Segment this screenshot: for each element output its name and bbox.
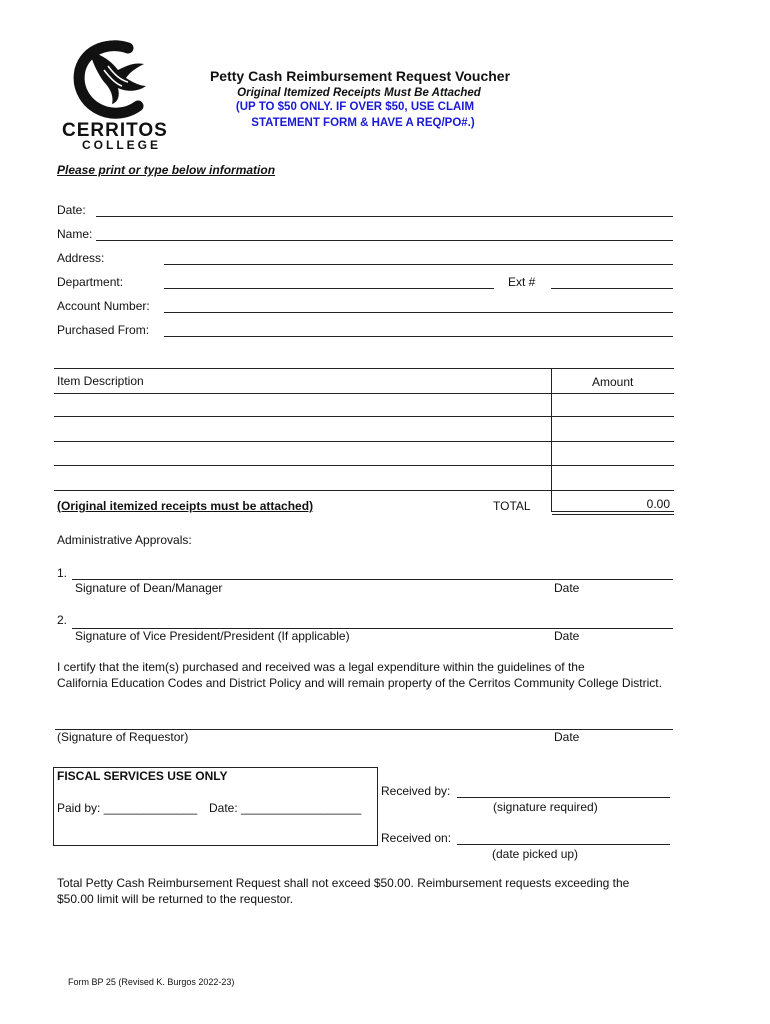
- ext-label: Ext #: [508, 275, 536, 289]
- received-by-field[interactable]: [457, 783, 670, 798]
- name-label: Name:: [57, 227, 93, 241]
- vp-signature-label: Signature of Vice President/President (If applicable): [75, 629, 350, 643]
- item-row-1-description[interactable]: [54, 402, 551, 417]
- ext-field[interactable]: [551, 274, 673, 289]
- form-title: Petty Cash Reimbursement Request Voucher: [209, 68, 511, 84]
- item-description-header: Item Description: [57, 374, 144, 388]
- approvals-heading: Administrative Approvals:: [57, 533, 192, 547]
- certify-line-2: California Education Codes and District Policy and will remain property of the Cerritos Community College District.: [57, 676, 662, 690]
- paid-date-label[interactable]: Date: __________________: [209, 801, 362, 815]
- item-row-3-description[interactable]: [54, 451, 551, 466]
- department-label: Department:: [57, 275, 124, 289]
- form-footer: Form BP 25 (Revised K. Burgos 2022-23): [68, 977, 235, 987]
- vp-date-label: Date: [554, 629, 580, 643]
- item-row-4-amount[interactable]: [552, 476, 674, 491]
- fiscal-heading: FISCAL SERVICES USE ONLY: [57, 769, 228, 783]
- limit-note-line1: (UP TO $50 ONLY. IF OVER $50, USE CLAIM: [235, 101, 475, 113]
- instructions: Please print or type below information: [57, 163, 276, 177]
- approval-1-number: 1.: [57, 566, 68, 580]
- purchased-from-label: Purchased From:: [57, 323, 150, 337]
- date-label: Date:: [57, 203, 86, 217]
- logo-subword: COLLEGE: [82, 138, 162, 152]
- dean-signature-label: Signature of Dean/Manager: [75, 581, 223, 595]
- paid-by-label[interactable]: Paid by: ______________: [57, 801, 198, 815]
- amount-header: Amount: [592, 375, 634, 389]
- received-on-label: Received on:: [381, 831, 452, 845]
- vp-signature-field[interactable]: [72, 614, 673, 629]
- department-field[interactable]: [164, 274, 494, 289]
- address-label: Address:: [57, 251, 105, 265]
- received-by-note: (signature required): [493, 800, 598, 814]
- received-on-field[interactable]: [457, 830, 670, 845]
- limit-note-1: Total Petty Cash Reimbursement Request shall not exceed $50.00. Reimbursement requests exceeding the: [57, 876, 630, 890]
- form-subtitle: Original Itemized Receipts Must Be Attached: [237, 87, 481, 99]
- approval-2-number: 2.: [57, 613, 68, 627]
- received-on-note: (date picked up): [492, 847, 579, 861]
- requestor-signature-field[interactable]: [55, 715, 673, 730]
- purchased-from-field[interactable]: [164, 322, 673, 337]
- date-field[interactable]: [96, 202, 673, 217]
- receipts-note: (Original itemized receipts must be attached): [57, 499, 314, 513]
- dean-date-label: Date: [554, 581, 580, 595]
- item-row-4-description[interactable]: [54, 476, 551, 491]
- requestor-signature-label: (Signature of Requestor): [57, 730, 189, 744]
- total-label: TOTAL: [493, 499, 531, 513]
- requestor-date-label: Date: [554, 730, 580, 744]
- item-row-2-amount[interactable]: [552, 427, 674, 442]
- account-number-field[interactable]: [164, 298, 673, 313]
- account-number-label: Account Number:: [57, 299, 150, 313]
- total-value: 0.00: [646, 497, 670, 511]
- name-field[interactable]: [96, 226, 673, 241]
- dean-signature-field[interactable]: [72, 565, 673, 580]
- limit-note-2: $50.00 limit will be returned to the requestor.: [57, 892, 294, 906]
- item-row-3-amount[interactable]: [552, 451, 674, 466]
- logo-wordmark: CERRITOS: [62, 120, 168, 141]
- received-by-label: Received by:: [381, 784, 451, 798]
- limit-note-line2: STATEMENT FORM & HAVE A REQ/PO#.): [251, 117, 475, 129]
- item-row-2-description[interactable]: [54, 427, 551, 442]
- item-row-1-amount[interactable]: [552, 402, 674, 417]
- address-field[interactable]: [164, 250, 673, 265]
- certify-line-1: I certify that the item(s) purchased and received was a legal expenditure within the guidelines of the: [57, 660, 585, 674]
